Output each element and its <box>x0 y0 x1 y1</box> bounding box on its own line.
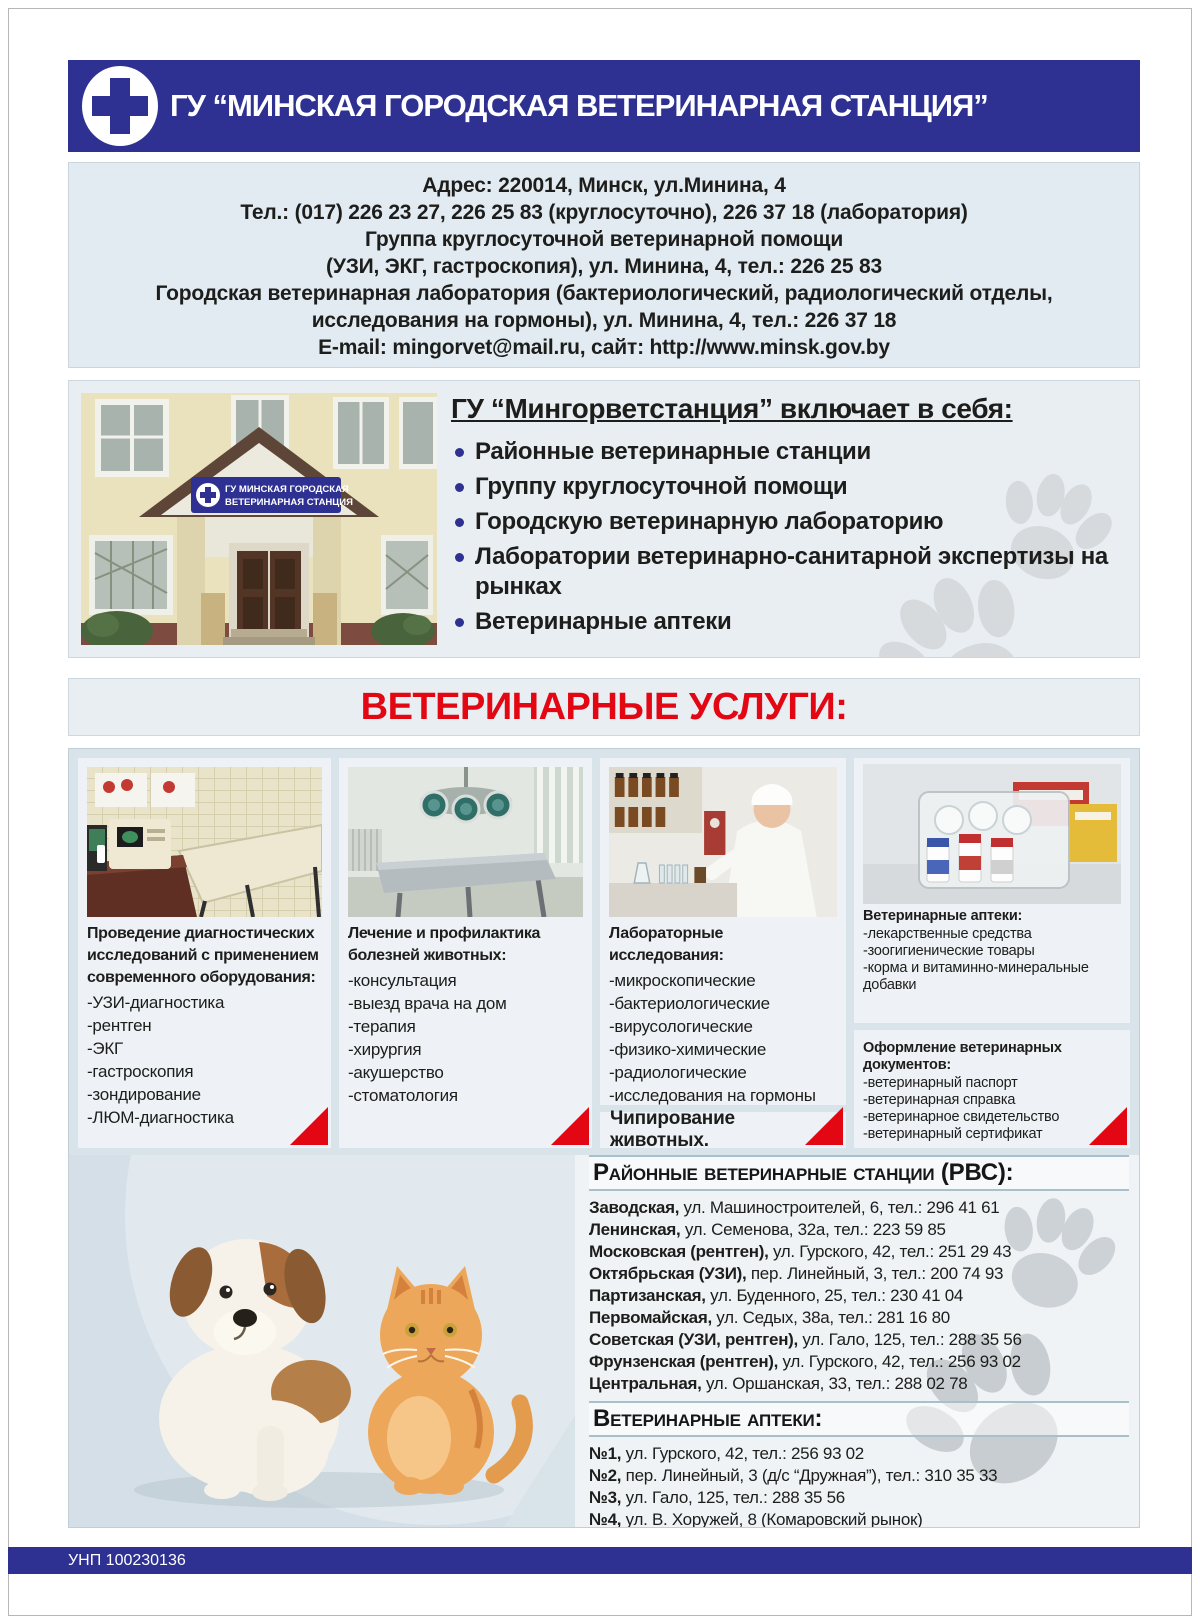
stations-list <box>589 1197 1129 1395</box>
station-details: ул. Машиностроителей, 6, тел.: 296 41 61 <box>679 1198 1000 1217</box>
service-column-laboratory <box>600 758 846 1151</box>
station-name: Ленинская, <box>589 1220 681 1239</box>
building-sign <box>191 477 353 513</box>
footer-bar <box>8 1547 1192 1574</box>
station-name: Центральная, <box>589 1374 702 1393</box>
station-row <box>589 1329 1129 1351</box>
puppy <box>159 1239 351 1501</box>
service-item: -радиологические <box>609 1063 747 1082</box>
puppy-and-kitten-photo <box>99 1180 539 1520</box>
service-item: -выезд врача на дом <box>348 994 507 1013</box>
vet-cross-icon <box>80 64 160 148</box>
document-item: -ветеринарный сертификат <box>863 1126 1043 1142</box>
red-corner-marker <box>551 1107 589 1145</box>
service-column-treatment <box>339 758 592 1148</box>
pharmacy-row <box>589 1487 1129 1509</box>
service-item: -стоматология <box>348 1086 458 1105</box>
structure-item: Группу круглосуточной помощи <box>451 472 1127 502</box>
service-card-title: Лабораторные исследования: <box>609 925 724 964</box>
services-heading: ВЕТЕРИНАРНЫЕ УСЛУГИ: <box>360 685 848 728</box>
pharmacy-number: №3, <box>589 1488 622 1507</box>
service-item: -УЗИ-диагностика <box>87 993 225 1012</box>
services-panel <box>68 748 1140 1528</box>
station-name: Заводская, <box>589 1198 680 1217</box>
stations-heading-band <box>589 1155 1129 1191</box>
station-details: ул. Гурского, 42, тел.: 251 29 43 <box>768 1242 1012 1261</box>
service-card <box>854 758 1130 1023</box>
service-card <box>339 758 592 1148</box>
service-card <box>78 758 331 1148</box>
structure-list <box>451 437 1127 637</box>
service-column-pharmacy <box>854 758 1130 1148</box>
contact-line: Адрес: 220014, Минск, ул.Минина, 4 <box>422 174 786 197</box>
pharmacies-heading: Ветеринарные аптеки: <box>593 1405 823 1432</box>
service-columns <box>78 758 1130 1151</box>
pharmacy-details: пер. Линейный, 3 (д/с “Дружная”), тел.: 310 35 33 <box>621 1466 998 1485</box>
contact-line: Группа круглосуточной ветеринарной помощи <box>364 228 844 251</box>
service-item: -гастроскопия <box>87 1062 194 1081</box>
service-item: -лекарственные средства <box>863 926 1032 942</box>
station-name: Партизанская, <box>589 1286 706 1305</box>
unp-number: УНП 100230136 <box>68 1551 186 1569</box>
station-row <box>589 1263 1129 1285</box>
service-item: -хирургия <box>348 1040 422 1059</box>
service-item: -терапия <box>348 1017 416 1036</box>
service-item: -ЭКГ <box>87 1039 123 1058</box>
pharmacy-details: ул. Гурского, 42, тел.: 256 93 02 <box>621 1444 864 1463</box>
service-item: -ЛЮМ-диагностика <box>87 1108 234 1127</box>
building-sign-line1: ГУ МИНСКАЯ ГОРОДСКАЯ <box>225 484 349 495</box>
pharmacy-number: №4, <box>589 1510 622 1527</box>
service-card-items <box>87 991 322 1129</box>
service-card-title: Ветеринарные аптеки: <box>863 908 1023 924</box>
service-item: -рентген <box>87 1016 152 1035</box>
pharmacy-row <box>589 1509 1129 1527</box>
structure-item: Ветеринарные аптеки <box>451 607 1127 637</box>
structure-heading: ГУ “Мингорветстанция” включает в себя: <box>451 393 1013 424</box>
service-item: -микроскопические <box>609 971 756 990</box>
structure-text <box>451 393 1127 642</box>
structure-item: Районные ветеринарные станции <box>451 437 1127 467</box>
service-card-title: Проведение диагностических исследований с применением современного оборудования: <box>87 925 319 986</box>
page-title: ГУ “МИНСКАЯ ГОРОДСКАЯ ВЕТЕРИНАРНАЯ СТАНЦИЯ” <box>170 88 988 123</box>
laboratory-photo <box>609 767 837 917</box>
service-item: -физико-химические <box>609 1040 767 1059</box>
service-item: -вирусологические <box>609 1017 753 1036</box>
pharmacy-number: №2, <box>589 1466 622 1485</box>
service-item: -зондирование <box>87 1085 201 1104</box>
station-details: ул. Семенова, 32а, тел.: 223 59 85 <box>680 1220 946 1239</box>
pharmacies-heading-band <box>589 1401 1129 1437</box>
service-card-items <box>348 969 583 1107</box>
station-name: Фрунзенская (рентген), <box>589 1352 779 1371</box>
documents-card <box>854 1030 1130 1148</box>
structure-item: Городскую ветеринарную лабораторию <box>451 507 1127 537</box>
service-item: -корма и витаминно-минеральные добавки <box>863 960 1089 993</box>
station-row <box>589 1241 1129 1263</box>
building-sign-line2: ВЕТЕРИНАРНАЯ СТАНЦИЯ <box>225 497 353 508</box>
station-details: ул. Гурского, 42, тел.: 256 93 02 <box>778 1352 1021 1371</box>
documents-title: Оформление ветеринарных документов: <box>863 1040 1062 1073</box>
service-item: -зоогигиенические товары <box>863 943 1035 959</box>
document-item: -ветеринарный паспорт <box>863 1075 1018 1091</box>
station-details: ул. Оршанская, 33, тел.: 288 02 78 <box>701 1374 968 1393</box>
chipping-label: Чипирование животных. <box>610 1108 735 1151</box>
service-item: -консультация <box>348 971 457 990</box>
station-details: ул. Гало, 125, тел.: 288 35 56 <box>797 1330 1022 1349</box>
pharmacies-list <box>589 1443 1129 1527</box>
station-row <box>589 1197 1129 1219</box>
station-row <box>589 1373 1129 1395</box>
station-building-photo <box>81 393 437 645</box>
pharmacy-row <box>589 1465 1129 1487</box>
structure-section <box>68 380 1140 658</box>
header-bar <box>68 60 1140 152</box>
services-heading-band <box>68 678 1140 736</box>
contact-line: (УЗИ, ЭКГ, гастроскопия), ул. Минина, 4, тел.: 226 25 83 <box>326 255 882 278</box>
document-item: -ветеринарное свидетельство <box>863 1109 1060 1125</box>
service-card-title: Лечение и профилактика болезней животных: <box>348 925 541 964</box>
station-name: Советская (УЗИ, рентген), <box>589 1330 798 1349</box>
pets-illustration-zone <box>69 1155 575 1527</box>
document-item: -ветеринарная справка <box>863 1092 1016 1108</box>
contact-line: исследования на гормоны), ул. Минина, 4, тел.: 226 37 18 <box>311 309 897 332</box>
pharmacy-number: №1, <box>589 1444 622 1463</box>
station-row <box>589 1219 1129 1241</box>
pharmacy-details: ул. Гало, 125, тел.: 288 35 56 <box>621 1488 845 1507</box>
chipping-card <box>600 1108 846 1151</box>
contact-line: Тел.: (017) 226 23 27, 226 25 83 (круглосуточно), 226 37 18 (лаборатория) <box>240 201 968 224</box>
station-row <box>589 1285 1129 1307</box>
service-card-items <box>863 926 1121 994</box>
diagnostic-room-photo <box>87 767 322 917</box>
directory-zone <box>575 1155 1139 1527</box>
station-name: Московская (рентген), <box>589 1242 769 1261</box>
surgery-room-photo <box>348 767 583 917</box>
stations-heading: Районные ветеринарные станции (РВС): <box>593 1159 1014 1186</box>
pharmacy-row <box>589 1443 1129 1465</box>
contact-line: E-mail: mingorvet@mail.ru, сайт: http://www.minsk.gov.by <box>318 336 890 359</box>
station-name: Октябрьская (УЗИ), <box>589 1264 747 1283</box>
service-item: -бактериологические <box>609 994 770 1013</box>
service-card <box>600 758 846 1105</box>
station-details: пер. Линейный, 3, тел.: 200 74 93 <box>746 1264 1004 1283</box>
station-row <box>589 1351 1129 1373</box>
station-details: ул. Буденного, 25, тел.: 230 41 04 <box>705 1286 964 1305</box>
service-item: -исследования на гормоны <box>609 1086 816 1105</box>
service-card-items <box>609 969 837 1107</box>
station-name: Первомайская, <box>589 1308 712 1327</box>
documents-items <box>863 1075 1121 1143</box>
service-item: -акушерство <box>348 1063 444 1082</box>
medicines-photo <box>863 764 1121 904</box>
structure-item: Лаборатории ветеринарно-санитарной экспертизы на рынках <box>451 542 1127 602</box>
service-column-diagnostics <box>78 758 331 1148</box>
station-details: ул. Седых, 38а, тел.: 281 16 80 <box>711 1308 950 1327</box>
contact-line: Городская ветеринарная лаборатория (бактериологический, радиологический отделы, <box>155 282 1053 305</box>
contact-panel <box>68 162 1140 368</box>
station-row <box>589 1307 1129 1329</box>
pharmacy-details: ул. В. Хоружей, 8 (Комаровский рынок) <box>621 1510 923 1527</box>
kitten <box>368 1266 494 1495</box>
